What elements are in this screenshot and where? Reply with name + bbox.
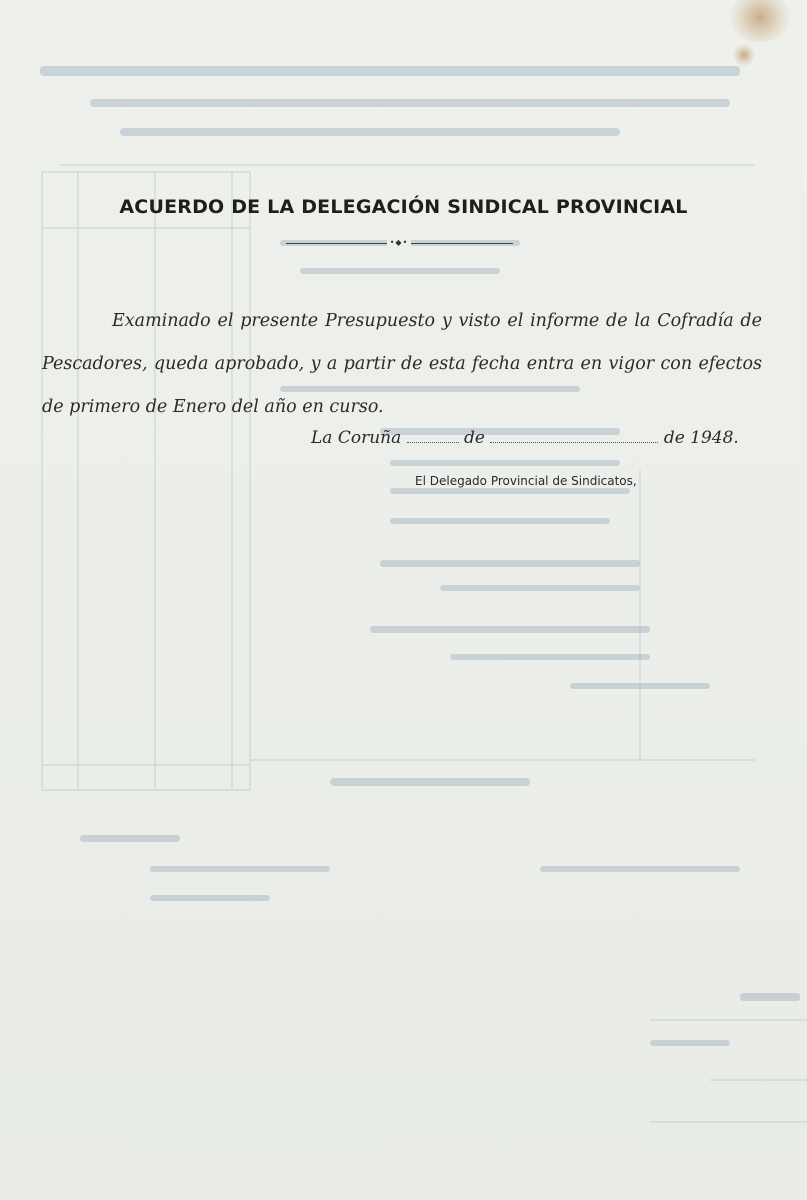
- date-de-2: de 1948.: [663, 428, 739, 448]
- approval-paragraph: Examinado el presente Presupuesto y visto el informe de la Cofradía de Pescadores, queda aprobado, y a partir de esta fecha entra en vigor con efectos de primero de Enero del año en curso.: [42, 311, 762, 417]
- paper-stain: [733, 44, 755, 66]
- date-de-1: de: [464, 428, 485, 448]
- divider-ornament: •◆•: [387, 238, 411, 247]
- date-day-blank: [407, 428, 459, 443]
- date-place: La Coruña: [311, 428, 402, 448]
- date-month-blank: [490, 428, 658, 443]
- document-title: ACUERDO DE LA DELEGACIÓN SINDICAL PROVINCIAL: [119, 196, 688, 218]
- signatory-title: El Delegado Provincial de Sindicatos,: [415, 474, 637, 488]
- date-line: [311, 428, 739, 448]
